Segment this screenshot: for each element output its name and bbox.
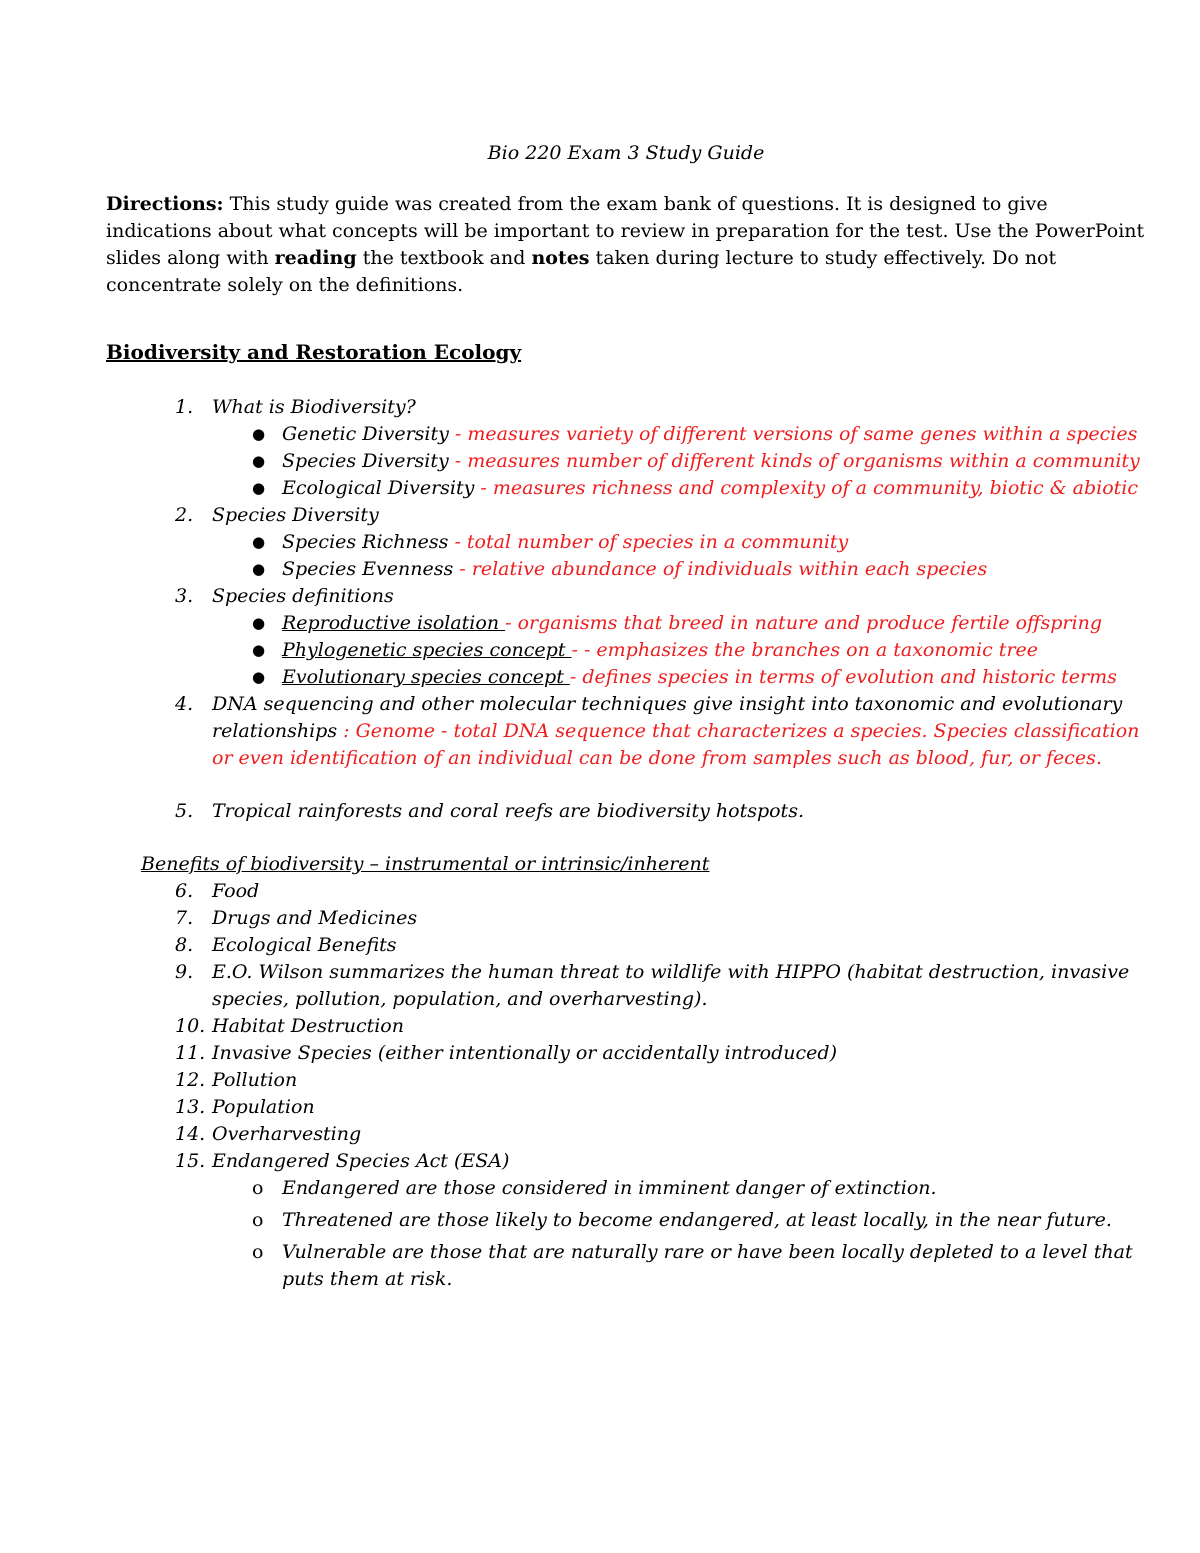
sub-item [212, 421, 1146, 448]
sub-item [212, 637, 1146, 664]
sub-term: Species Richness [282, 531, 449, 553]
item-text: Overharvesting [212, 1123, 362, 1145]
item-text: Species definitions [212, 585, 394, 607]
sub-item [212, 556, 1146, 583]
sub-item [212, 1175, 1146, 1202]
bullet-icon: ● [252, 425, 266, 443]
directions-text-3: taken during lecture to study effectively. Do not concentrate solely on the definitions. [106, 247, 1057, 296]
sub-list [212, 529, 1146, 583]
item-text: Population [212, 1096, 315, 1118]
item-number: 5. [175, 800, 194, 822]
item-text: Tropical rainforests and coral reefs are biodiversity hotspots. [212, 800, 804, 822]
sub-item [212, 664, 1146, 691]
item-number: 2. [175, 504, 194, 526]
list-item [106, 905, 1146, 932]
bullet-icon: ● [252, 641, 266, 659]
item-text: Invasive Species (either intentionally or accidentally introduced) [212, 1042, 837, 1064]
circle-bullet-icon: o [252, 1241, 264, 1263]
item-text: Food [212, 880, 260, 902]
item-text: Endangered Species Act (ESA) [212, 1150, 510, 1172]
item-text: Species Diversity [212, 504, 379, 526]
list-item [106, 1121, 1146, 1148]
document-title: Bio 220 Exam 3 Study Guide [487, 142, 765, 164]
sub-definition: - measures number of different kinds of organisms within a community [448, 450, 1140, 472]
list-item [106, 798, 1146, 825]
item-text: What is Biodiversity? [212, 396, 416, 418]
item-text: DNA sequencing and other molecular techniques give insight into taxonomic and evolutionary relationships [212, 693, 1123, 742]
item-number: 8. [175, 934, 194, 956]
list-item [106, 959, 1146, 1013]
sub-definition: - measures variety of different versions of same genes within a species [448, 423, 1138, 445]
item-text: Habitat Destruction [212, 1015, 404, 1037]
list-item [106, 878, 1146, 905]
sub-item [212, 1239, 1146, 1293]
sub-definition: - defines species in terms of evolution and historic terms [569, 666, 1117, 688]
sub-item [212, 1207, 1146, 1234]
benefits-list [106, 878, 1146, 1293]
list-item [106, 583, 1146, 691]
sub-term: Genetic Diversity [282, 423, 449, 445]
sub-definition: - - emphasizes the branches on a taxonomic tree [571, 639, 1039, 661]
sub-term: Ecological Diversity [282, 477, 475, 499]
list-item [106, 1067, 1146, 1094]
list-item [106, 932, 1146, 959]
bullet-icon: ● [252, 479, 266, 497]
section-heading: Biodiversity and Restoration Ecology [106, 340, 522, 364]
bullet-icon: ● [252, 668, 266, 686]
sub-list [212, 421, 1146, 502]
list-item [106, 1148, 1146, 1293]
item-number: 4. [175, 693, 194, 715]
sub-term: Species Diversity [282, 450, 449, 472]
document-page [106, 140, 1146, 1298]
item-number: 13. [175, 1096, 206, 1118]
directions-label: Directions: [106, 193, 224, 215]
sub-item [212, 529, 1146, 556]
item-text: E.O. Wilson summarizes the human threat to wildlife with HIPPO (habitat destruction, invasive species, pollution, population, and overharvesting). [212, 961, 1130, 1010]
circle-bullet-icon: o [252, 1209, 264, 1231]
sub-definition: - total number of species in a community [448, 531, 849, 553]
list-item [106, 1013, 1146, 1040]
item-number: 10. [175, 1015, 206, 1037]
sub-text: Vulnerable are those that are naturally rare or have been locally depleted to a level that puts them at risk. [282, 1241, 1133, 1290]
sub-item [212, 448, 1146, 475]
sub-item [212, 610, 1146, 637]
list-item [106, 394, 1146, 502]
main-list [106, 394, 1146, 825]
list-item [106, 1094, 1146, 1121]
circle-bullet-icon: o [252, 1177, 264, 1199]
directions-bold-reading: reading [274, 247, 357, 269]
item-number: 9. [175, 961, 194, 983]
benefits-heading: Benefits of biodiversity – instrumental or intrinsic/inherent [141, 853, 710, 875]
item-number: 3. [175, 585, 194, 607]
item-number: 1. [175, 396, 194, 418]
item-number: 12. [175, 1069, 206, 1091]
sub-term: Species Evenness [282, 558, 454, 580]
item-number: 15. [175, 1150, 206, 1172]
sub-text: Endangered are those considered in imminent danger of extinction. [282, 1177, 937, 1199]
sub-list [212, 610, 1146, 691]
item-number: 7. [175, 907, 194, 929]
bullet-icon: ● [252, 614, 266, 632]
sub-item [212, 475, 1146, 502]
item-text: Drugs and Medicines [212, 907, 418, 929]
item-number: 14. [175, 1123, 206, 1145]
item-text: Pollution [212, 1069, 298, 1091]
list-item [106, 502, 1146, 583]
sub-term: Phylogenetic species concept [282, 639, 572, 661]
bullet-icon: ● [252, 452, 266, 470]
sub-definition: - measures richness and complexity of a community, biotic & abiotic [474, 477, 1139, 499]
bullet-icon: ● [252, 533, 266, 551]
sub-list [212, 1175, 1146, 1293]
sub-term: Reproductive isolation [282, 612, 506, 634]
bullet-icon: ● [252, 560, 266, 578]
item-answer: : Genome - total DNA sequence that characterizes a species. Species classification or even identification of an individual can be done from samples such as blood, fur, or feces. [212, 720, 1140, 769]
sub-definition: - relative abundance of individuals within each species [453, 558, 988, 580]
list-item [106, 1040, 1146, 1067]
list-item [106, 691, 1146, 772]
directions-paragraph [106, 191, 1146, 299]
sub-definition: - organisms that breed in nature and produce fertile offspring [505, 612, 1102, 634]
sub-text: Threatened are those likely to become endangered, at least locally, in the near future. [282, 1209, 1112, 1231]
item-number: 11. [175, 1042, 206, 1064]
list-spacer [106, 772, 1146, 798]
directions-text-1: This study guide was created from the exam bank of questions. It is designed to give indications about what concepts will be important to review in preparation for the test. Use the PowerPoint slides along with [106, 193, 1145, 269]
sub-term: Evolutionary species concept [282, 666, 570, 688]
item-number: 6. [175, 880, 194, 902]
directions-text-2: the textbook and [356, 247, 532, 269]
item-text: Ecological Benefits [212, 934, 397, 956]
directions-bold-notes: notes [531, 247, 590, 269]
